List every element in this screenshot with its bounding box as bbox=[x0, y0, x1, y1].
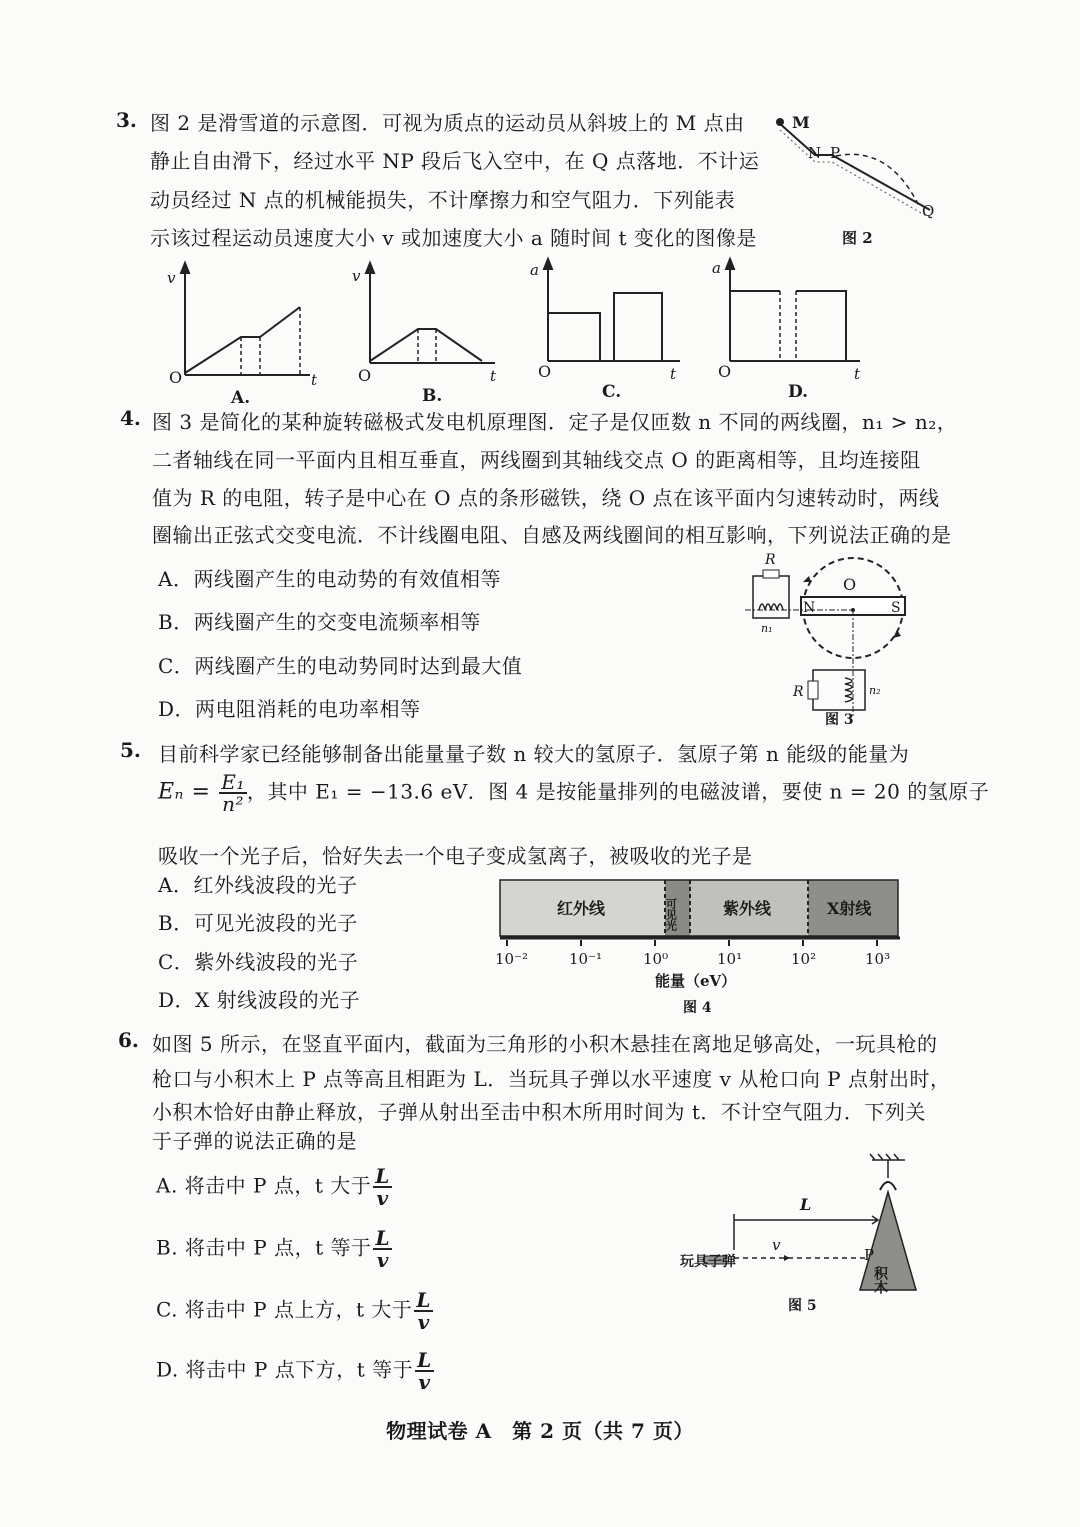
fraction-part bbox=[415, 1350, 434, 1392]
graph-a bbox=[165, 255, 318, 408]
figure-caption: 图 2 bbox=[842, 229, 873, 247]
tick: 10⁻¹ bbox=[569, 950, 603, 968]
fraction-part: L bbox=[417, 1348, 432, 1372]
figure-shape bbox=[366, 263, 495, 363]
tick: 10⁰ bbox=[643, 950, 669, 968]
figure-shape bbox=[730, 291, 846, 361]
figure-shape bbox=[418, 329, 436, 363]
figure-label: 积木 bbox=[872, 1266, 888, 1294]
figure-shape bbox=[870, 1154, 905, 1178]
q3-line: 图 2 是滑雪道的示意图．可视为质点的运动员从斜坡上的 M 点由 bbox=[150, 111, 745, 135]
q5-option-c[interactable]: C．紫外线波段的光子 bbox=[158, 950, 359, 974]
q6-line: 于子弹的说法正确的是 bbox=[152, 1129, 357, 1153]
formula-fraction bbox=[219, 772, 247, 814]
figure-label: O bbox=[843, 575, 857, 594]
q4-line: 圈输出正弦式交变电流．不计线圈电阻、自感及两线圈间的相互影响，下列说法正确的是 bbox=[152, 523, 952, 547]
figure-shape bbox=[763, 570, 779, 578]
axis-label: 能量（eV） bbox=[655, 972, 737, 990]
figure-label: 图 5 bbox=[788, 1298, 817, 1314]
q4-line: 值为 R 的电阻，转子是中心在 O 点的条形磁铁，绕 O 点在该平面内匀速转动时，两线 bbox=[152, 486, 940, 510]
figure-label: S bbox=[891, 600, 901, 616]
graph-d bbox=[710, 255, 870, 405]
graph-b bbox=[350, 255, 500, 405]
figure-caption: 图 4 bbox=[683, 1000, 712, 1016]
fraction-part: L bbox=[416, 1288, 431, 1312]
q6-number: 6. bbox=[118, 1028, 139, 1052]
figure-shape bbox=[808, 681, 818, 699]
figure-4-spectrum bbox=[495, 878, 905, 1018]
figure-shape bbox=[507, 940, 877, 946]
figure-label: A. bbox=[231, 388, 251, 408]
q3-line: 静止自由滑下，经过水平 NP 段后飞入空中，在 Q 点落地．不计运 bbox=[150, 149, 760, 173]
figure-shape bbox=[759, 604, 783, 610]
figure-label: O bbox=[538, 362, 552, 381]
figure-2-ski-slope bbox=[770, 110, 945, 250]
figure-5-toy-gun bbox=[680, 1150, 930, 1315]
q6-option-b[interactable]: B. 将击中 P 点，t 等于 $\frac{L}{v}$ bbox=[156, 1226, 391, 1272]
figure-shape bbox=[880, 1182, 896, 1190]
figure-label: 玩具子弹 bbox=[680, 1254, 736, 1270]
figure-label: B. bbox=[422, 386, 443, 406]
band-ultraviolet: 紫外线 bbox=[723, 899, 772, 918]
figure-label: P bbox=[864, 1246, 875, 1264]
q6-line: 小积木恰好由静止释放，子弹从射出至击中积木所用时间为 t．不计空气阻力．下列关 bbox=[152, 1100, 926, 1124]
figure-label: t bbox=[854, 365, 861, 383]
figure-label: 图 3 bbox=[825, 712, 854, 728]
tick: 10¹ bbox=[717, 950, 743, 968]
figure-label: t bbox=[490, 367, 497, 385]
figure-shape bbox=[548, 293, 662, 361]
tick: 10⁻² bbox=[495, 950, 529, 968]
figure-shape bbox=[784, 1255, 790, 1261]
fraction-part: n² bbox=[222, 792, 245, 816]
figure-shape bbox=[753, 576, 789, 618]
q4-option-a[interactable]: A．两线圈产生的电动势的有效值相等 bbox=[158, 567, 501, 591]
fraction-part: v bbox=[418, 1370, 431, 1394]
q5-line: 吸收一个光子后，恰好失去一个电子变成氢离子，被吸收的光子是 bbox=[158, 844, 753, 868]
figure-label: O bbox=[169, 368, 183, 387]
figure-label: O bbox=[718, 362, 732, 381]
q4-line: 二者轴线在同一平面内且相互垂直，两线圈到其轴线交点 O 的距离相等，且均连接阻 bbox=[152, 448, 921, 472]
figure-label: v bbox=[772, 1236, 781, 1254]
tick: 10² bbox=[791, 950, 817, 968]
figure-label: v bbox=[167, 269, 176, 287]
figure-label: v bbox=[352, 267, 361, 285]
figure-label: n₂ bbox=[869, 684, 881, 697]
figure-label: t bbox=[670, 365, 677, 383]
figure-label: C. bbox=[602, 382, 622, 402]
q6-line: 如图 5 所示，在竖直平面内，截面为三角形的小积木悬挂在离地足够高处，一玩具枪的 bbox=[152, 1032, 938, 1056]
figure-shape bbox=[241, 307, 300, 375]
fraction-part: v bbox=[376, 1186, 389, 1210]
graph-c bbox=[530, 255, 690, 405]
page-footer: 物理试卷 A 第 2 页（共 7 页） bbox=[386, 1419, 694, 1443]
fraction-part: L bbox=[375, 1226, 391, 1250]
label-p: P bbox=[830, 144, 841, 162]
figure-label: D. bbox=[788, 382, 809, 402]
q3-number: 3. bbox=[116, 108, 137, 132]
figure-label: O bbox=[358, 366, 372, 385]
q5-option-a[interactable]: A．红外线波段的光子 bbox=[158, 873, 358, 897]
label-n: N bbox=[808, 144, 822, 162]
label-m: M bbox=[792, 113, 810, 132]
figure-shape bbox=[851, 608, 855, 612]
figure-shape bbox=[370, 329, 482, 361]
figure-label: N bbox=[803, 600, 816, 616]
band-xray: X射线 bbox=[827, 899, 872, 918]
figure-label: L bbox=[800, 1195, 812, 1214]
figure-shape bbox=[780, 291, 796, 361]
figure-shape bbox=[845, 678, 852, 702]
figure-3-generator bbox=[745, 548, 935, 728]
q5-option-b[interactable]: B．可见光波段的光子 bbox=[158, 911, 358, 935]
q4-line: 图 3 是简化的某种旋转磁极式发电机原理图．定子是仅匝数 n 不同的两线圈，n₁ > n₂， bbox=[152, 410, 958, 434]
q5-formula-line bbox=[158, 772, 989, 814]
figure-shape bbox=[813, 670, 865, 710]
figure-label: R bbox=[765, 552, 776, 568]
figure-shape bbox=[181, 263, 310, 375]
figure-shape bbox=[776, 118, 784, 126]
tick: 10³ bbox=[865, 950, 891, 968]
figure-shape bbox=[600, 293, 614, 361]
q4-option-b[interactable]: B．两线圈产生的交变电流频率相等 bbox=[158, 610, 481, 634]
figure-label: a bbox=[712, 259, 721, 277]
q3-line: 示该过程运动员速度大小 v 或加速度大小 a 随时间 t 变化的图像是 bbox=[150, 226, 757, 250]
fraction-part bbox=[373, 1228, 392, 1270]
formula-rest: ，其中 E₁ = −13.6 eV．图 4 是按能量排列的电磁波谱，要使 n = 20 的氢原子 bbox=[246, 779, 990, 804]
figure-shape bbox=[544, 259, 680, 361]
q6-option-d[interactable]: D. 将击中 P 点下方，t 等于 $\frac{L}{v}$ bbox=[156, 1348, 432, 1394]
band-infrared: 红外线 bbox=[557, 899, 606, 918]
q4-number: 4. bbox=[120, 406, 141, 430]
figure-label: n₁ bbox=[761, 622, 773, 635]
q6-line: 枪口与小积木上 P 点等高且相距为 L．当玩具子弹以水平速度 v 从枪口向 P 点射出时， bbox=[152, 1067, 951, 1091]
figure-label: t bbox=[311, 371, 318, 389]
q4-option-d[interactable]: D．两电阻消耗的电功率相等 bbox=[158, 697, 421, 721]
q5-number: 5. bbox=[120, 738, 141, 762]
figure-label: R bbox=[793, 684, 804, 700]
figure-shape bbox=[860, 1192, 916, 1290]
fraction-part: L bbox=[375, 1164, 390, 1188]
q4-option-c[interactable]: C．两线圈产生的电动势同时达到最大值 bbox=[158, 654, 523, 678]
figure-shape bbox=[778, 122, 930, 210]
figure-shape bbox=[734, 1214, 878, 1250]
figure-shape bbox=[726, 259, 860, 361]
q6-option-c[interactable]: C. 将击中 P 点上方，t 大于 $\frac{L}{v}$ bbox=[156, 1288, 431, 1334]
fraction-part: v bbox=[376, 1248, 389, 1272]
label-q: Q bbox=[922, 202, 935, 220]
fraction-part: v bbox=[417, 1310, 430, 1334]
band-visible: 可见光 bbox=[664, 898, 678, 931]
figure-label: a bbox=[530, 261, 539, 279]
q6-option-a[interactable]: A. 将击中 P 点，t 大于 $\frac{L}{v}$ bbox=[156, 1164, 390, 1210]
formula-lhs: Eₙ = bbox=[158, 779, 211, 805]
q5-option-d[interactable]: D．X 射线波段的光子 bbox=[158, 988, 361, 1012]
q5-line: 目前科学家已经能够制备出能量量子数 n 较大的氢原子．氢原子第 n 能级的能量为 bbox=[158, 742, 910, 766]
fraction-part: E₁ bbox=[221, 770, 245, 794]
figure-shape bbox=[185, 307, 300, 373]
fraction-part bbox=[373, 1166, 392, 1208]
q3-line: 动员经过 N 点的机械能损失，不计摩擦力和空气阻力．下列能表 bbox=[150, 188, 736, 212]
fraction-part bbox=[414, 1290, 433, 1332]
